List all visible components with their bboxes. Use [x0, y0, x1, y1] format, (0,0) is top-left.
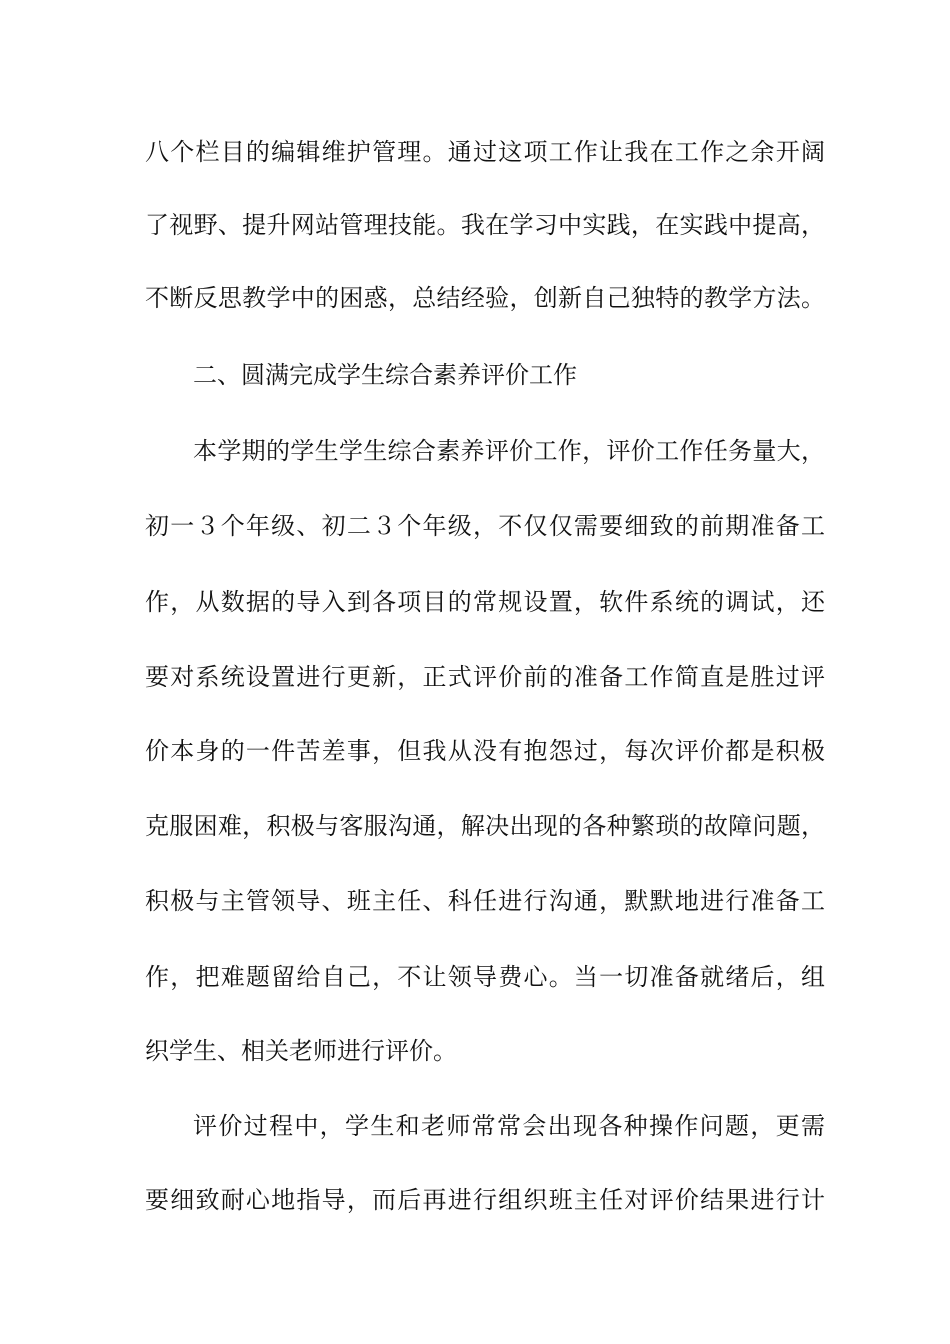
- text-line: 价本身的一件苦差事，但我从没有抱怨过，每次评价都是积极: [145, 737, 825, 765]
- text-line: 要细致耐心地指导，而后再进行组织班主任对评价结果进行计: [145, 1186, 825, 1214]
- text-line: 作，把难题留给自己，不让领导费心。当一切准备就绪后，组: [145, 963, 825, 991]
- text-line: 克服困难，积极与客服沟通，解决出现的各种繁琐的故障问题，: [145, 812, 825, 840]
- text-line: 作，从数据的导入到各项目的常规设置，软件系统的调试，还: [145, 588, 825, 616]
- text-line: 织学生、相关老师进行评价。: [145, 1037, 457, 1065]
- text-line: 初一３个年级、初二３个年级，不仅仅需要细致的前期准备工: [145, 512, 825, 540]
- text-line: 八个栏目的编辑维护管理。通过这项工作让我在工作之余开阔: [145, 138, 825, 166]
- text-line: 积极与主管领导、班主任、科任进行沟通，默默地进行准备工: [145, 887, 825, 915]
- text-line: 不断反思教学中的困惑，总结经验，创新自己独特的教学方法。: [145, 284, 825, 312]
- text-line: 本学期的学生学生综合素养评价工作，评价工作任务量大，: [193, 437, 825, 465]
- text-line: 评价过程中，学生和老师常常会出现各种操作问题，更需: [193, 1112, 825, 1140]
- section-heading: 二、圆满完成学生综合素养评价工作: [193, 361, 577, 389]
- text-line: 要对系统设置进行更新，正式评价前的准备工作简直是胜过评: [145, 663, 825, 691]
- text-line: 了视野、提升网站管理技能。我在学习中实践，在实践中提高，: [145, 211, 825, 239]
